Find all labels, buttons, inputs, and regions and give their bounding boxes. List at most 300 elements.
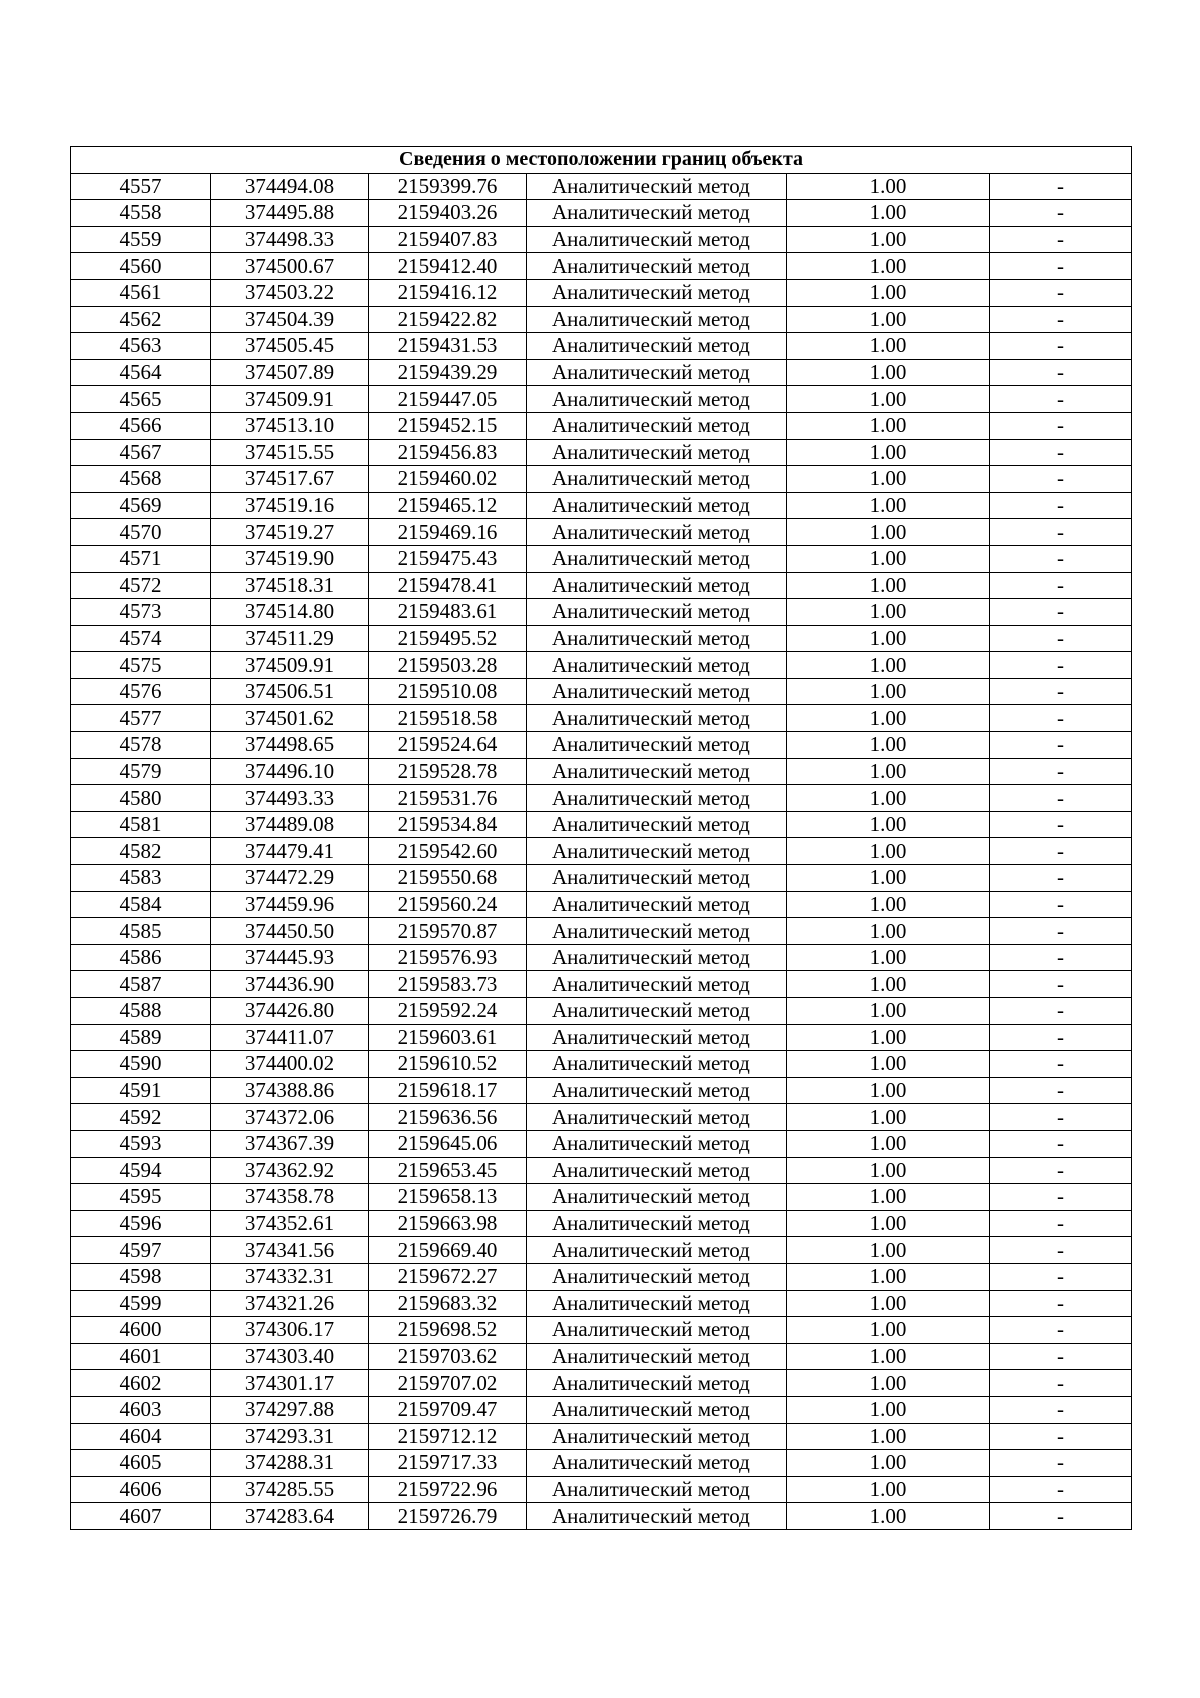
y-coordinate-cell: 2159503.28 bbox=[369, 652, 527, 679]
accuracy-cell: 1.00 bbox=[787, 1396, 990, 1423]
point-number-cell: 4566 bbox=[71, 412, 211, 439]
table-row bbox=[71, 466, 1132, 493]
table-row bbox=[71, 891, 1132, 918]
method-cell: Аналитический метод bbox=[527, 944, 787, 971]
point-number-cell: 4605 bbox=[71, 1450, 211, 1477]
accuracy-cell: 1.00 bbox=[787, 1343, 990, 1370]
method-cell: Аналитический метод bbox=[527, 306, 787, 333]
point-number-cell: 4589 bbox=[71, 1024, 211, 1051]
y-coordinate-cell: 2159460.02 bbox=[369, 466, 527, 493]
point-number-cell: 4569 bbox=[71, 492, 211, 519]
x-coordinate-cell: 374509.91 bbox=[211, 652, 369, 679]
point-number-cell: 4562 bbox=[71, 306, 211, 333]
x-coordinate-cell: 374498.65 bbox=[211, 732, 369, 759]
method-cell: Аналитический метод bbox=[527, 1290, 787, 1317]
accuracy-cell: 1.00 bbox=[787, 1423, 990, 1450]
x-coordinate-cell: 374517.67 bbox=[211, 466, 369, 493]
point-number-cell: 4571 bbox=[71, 545, 211, 572]
y-coordinate-cell: 2159452.15 bbox=[369, 412, 527, 439]
x-coordinate-cell: 374500.67 bbox=[211, 253, 369, 280]
description-cell: - bbox=[990, 865, 1132, 892]
table-row bbox=[71, 758, 1132, 785]
method-cell: Аналитический метод bbox=[527, 811, 787, 838]
table-row bbox=[71, 678, 1132, 705]
method-cell: Аналитический метод bbox=[527, 1263, 787, 1290]
point-number-cell: 4557 bbox=[71, 173, 211, 200]
x-coordinate-cell: 374498.33 bbox=[211, 226, 369, 253]
y-coordinate-cell: 2159610.52 bbox=[369, 1051, 527, 1078]
y-coordinate-cell: 2159698.52 bbox=[369, 1317, 527, 1344]
description-cell: - bbox=[990, 891, 1132, 918]
point-number-cell: 4585 bbox=[71, 918, 211, 945]
table-row bbox=[71, 1317, 1132, 1344]
x-coordinate-cell: 374519.27 bbox=[211, 519, 369, 546]
x-coordinate-cell: 374472.29 bbox=[211, 865, 369, 892]
accuracy-cell: 1.00 bbox=[787, 1104, 990, 1131]
x-coordinate-cell: 374496.10 bbox=[211, 758, 369, 785]
x-coordinate-cell: 374509.91 bbox=[211, 386, 369, 413]
point-number-cell: 4572 bbox=[71, 572, 211, 599]
table-row bbox=[71, 1210, 1132, 1237]
table-title: Сведения о местоположении границ объекта bbox=[71, 147, 1132, 174]
y-coordinate-cell: 2159722.96 bbox=[369, 1476, 527, 1503]
description-cell: - bbox=[990, 1237, 1132, 1264]
accuracy-cell: 1.00 bbox=[787, 1051, 990, 1078]
y-coordinate-cell: 2159726.79 bbox=[369, 1503, 527, 1530]
description-cell: - bbox=[990, 998, 1132, 1025]
table-row bbox=[71, 200, 1132, 227]
table-row bbox=[71, 1343, 1132, 1370]
y-coordinate-cell: 2159576.93 bbox=[369, 944, 527, 971]
method-cell: Аналитический метод bbox=[527, 466, 787, 493]
description-cell: - bbox=[990, 1077, 1132, 1104]
point-number-cell: 4559 bbox=[71, 226, 211, 253]
x-coordinate-cell: 374503.22 bbox=[211, 279, 369, 306]
y-coordinate-cell: 2159636.56 bbox=[369, 1104, 527, 1131]
accuracy-cell: 1.00 bbox=[787, 519, 990, 546]
table-row bbox=[71, 279, 1132, 306]
accuracy-cell: 1.00 bbox=[787, 545, 990, 572]
x-coordinate-cell: 374479.41 bbox=[211, 838, 369, 865]
point-number-cell: 4588 bbox=[71, 998, 211, 1025]
x-coordinate-cell: 374445.93 bbox=[211, 944, 369, 971]
table-row bbox=[71, 944, 1132, 971]
x-coordinate-cell: 374297.88 bbox=[211, 1396, 369, 1423]
accuracy-cell: 1.00 bbox=[787, 439, 990, 466]
accuracy-cell: 1.00 bbox=[787, 492, 990, 519]
description-cell: - bbox=[990, 705, 1132, 732]
method-cell: Аналитический метод bbox=[527, 173, 787, 200]
method-cell: Аналитический метод bbox=[527, 439, 787, 466]
method-cell: Аналитический метод bbox=[527, 1077, 787, 1104]
method-cell: Аналитический метод bbox=[527, 1423, 787, 1450]
accuracy-cell: 1.00 bbox=[787, 1210, 990, 1237]
x-coordinate-cell: 374426.80 bbox=[211, 998, 369, 1025]
accuracy-cell: 1.00 bbox=[787, 226, 990, 253]
y-coordinate-cell: 2159495.52 bbox=[369, 625, 527, 652]
description-cell: - bbox=[990, 466, 1132, 493]
point-number-cell: 4563 bbox=[71, 333, 211, 360]
y-coordinate-cell: 2159439.29 bbox=[369, 359, 527, 386]
y-coordinate-cell: 2159399.76 bbox=[369, 173, 527, 200]
point-number-cell: 4558 bbox=[71, 200, 211, 227]
table-row bbox=[71, 599, 1132, 626]
table-row bbox=[71, 1396, 1132, 1423]
y-coordinate-cell: 2159412.40 bbox=[369, 253, 527, 280]
boundary-coordinates-table bbox=[70, 146, 1132, 1530]
point-number-cell: 4568 bbox=[71, 466, 211, 493]
table-row bbox=[71, 1024, 1132, 1051]
description-cell: - bbox=[990, 1396, 1132, 1423]
description-cell: - bbox=[990, 599, 1132, 626]
x-coordinate-cell: 374459.96 bbox=[211, 891, 369, 918]
y-coordinate-cell: 2159531.76 bbox=[369, 785, 527, 812]
x-coordinate-cell: 374293.31 bbox=[211, 1423, 369, 1450]
point-number-cell: 4582 bbox=[71, 838, 211, 865]
description-cell: - bbox=[990, 253, 1132, 280]
method-cell: Аналитический метод bbox=[527, 705, 787, 732]
point-number-cell: 4578 bbox=[71, 732, 211, 759]
y-coordinate-cell: 2159583.73 bbox=[369, 971, 527, 998]
method-cell: Аналитический метод bbox=[527, 1370, 787, 1397]
x-coordinate-cell: 374283.64 bbox=[211, 1503, 369, 1530]
point-number-cell: 4560 bbox=[71, 253, 211, 280]
y-coordinate-cell: 2159510.08 bbox=[369, 678, 527, 705]
description-cell: - bbox=[990, 1317, 1132, 1344]
table-row bbox=[71, 1423, 1132, 1450]
description-cell: - bbox=[990, 1157, 1132, 1184]
point-number-cell: 4583 bbox=[71, 865, 211, 892]
method-cell: Аналитический метод bbox=[527, 1104, 787, 1131]
description-cell: - bbox=[990, 652, 1132, 679]
accuracy-cell: 1.00 bbox=[787, 412, 990, 439]
x-coordinate-cell: 374504.39 bbox=[211, 306, 369, 333]
x-coordinate-cell: 374285.55 bbox=[211, 1476, 369, 1503]
y-coordinate-cell: 2159669.40 bbox=[369, 1237, 527, 1264]
y-coordinate-cell: 2159712.12 bbox=[369, 1423, 527, 1450]
description-cell: - bbox=[990, 838, 1132, 865]
point-number-cell: 4607 bbox=[71, 1503, 211, 1530]
accuracy-cell: 1.00 bbox=[787, 944, 990, 971]
table-row bbox=[71, 811, 1132, 838]
y-coordinate-cell: 2159672.27 bbox=[369, 1263, 527, 1290]
table-row bbox=[71, 412, 1132, 439]
description-cell: - bbox=[990, 359, 1132, 386]
y-coordinate-cell: 2159518.58 bbox=[369, 705, 527, 732]
accuracy-cell: 1.00 bbox=[787, 1184, 990, 1211]
table-row bbox=[71, 652, 1132, 679]
x-coordinate-cell: 374450.50 bbox=[211, 918, 369, 945]
method-cell: Аналитический метод bbox=[527, 1130, 787, 1157]
description-cell: - bbox=[990, 625, 1132, 652]
accuracy-cell: 1.00 bbox=[787, 1237, 990, 1264]
y-coordinate-cell: 2159658.13 bbox=[369, 1184, 527, 1211]
method-cell: Аналитический метод bbox=[527, 572, 787, 599]
table-row bbox=[71, 1476, 1132, 1503]
accuracy-cell: 1.00 bbox=[787, 1130, 990, 1157]
method-cell: Аналитический метод bbox=[527, 1396, 787, 1423]
accuracy-cell: 1.00 bbox=[787, 838, 990, 865]
description-cell: - bbox=[990, 918, 1132, 945]
y-coordinate-cell: 2159542.60 bbox=[369, 838, 527, 865]
y-coordinate-cell: 2159663.98 bbox=[369, 1210, 527, 1237]
accuracy-cell: 1.00 bbox=[787, 333, 990, 360]
table-row bbox=[71, 1450, 1132, 1477]
point-number-cell: 4599 bbox=[71, 1290, 211, 1317]
table-row bbox=[71, 1503, 1132, 1530]
table-row bbox=[71, 439, 1132, 466]
x-coordinate-cell: 374505.45 bbox=[211, 333, 369, 360]
x-coordinate-cell: 374332.31 bbox=[211, 1263, 369, 1290]
x-coordinate-cell: 374411.07 bbox=[211, 1024, 369, 1051]
y-coordinate-cell: 2159703.62 bbox=[369, 1343, 527, 1370]
y-coordinate-cell: 2159483.61 bbox=[369, 599, 527, 626]
point-number-cell: 4580 bbox=[71, 785, 211, 812]
accuracy-cell: 1.00 bbox=[787, 1024, 990, 1051]
point-number-cell: 4594 bbox=[71, 1157, 211, 1184]
description-cell: - bbox=[990, 1263, 1132, 1290]
point-number-cell: 4606 bbox=[71, 1476, 211, 1503]
table-row bbox=[71, 865, 1132, 892]
x-coordinate-cell: 374352.61 bbox=[211, 1210, 369, 1237]
description-cell: - bbox=[990, 1370, 1132, 1397]
description-cell: - bbox=[990, 785, 1132, 812]
accuracy-cell: 1.00 bbox=[787, 652, 990, 679]
table-row bbox=[71, 306, 1132, 333]
description-cell: - bbox=[990, 333, 1132, 360]
y-coordinate-cell: 2159465.12 bbox=[369, 492, 527, 519]
y-coordinate-cell: 2159447.05 bbox=[369, 386, 527, 413]
method-cell: Аналитический метод bbox=[527, 1450, 787, 1477]
method-cell: Аналитический метод bbox=[527, 253, 787, 280]
y-coordinate-cell: 2159618.17 bbox=[369, 1077, 527, 1104]
accuracy-cell: 1.00 bbox=[787, 1370, 990, 1397]
x-coordinate-cell: 374436.90 bbox=[211, 971, 369, 998]
y-coordinate-cell: 2159603.61 bbox=[369, 1024, 527, 1051]
accuracy-cell: 1.00 bbox=[787, 200, 990, 227]
y-coordinate-cell: 2159550.68 bbox=[369, 865, 527, 892]
accuracy-cell: 1.00 bbox=[787, 625, 990, 652]
method-cell: Аналитический метод bbox=[527, 279, 787, 306]
point-number-cell: 4570 bbox=[71, 519, 211, 546]
accuracy-cell: 1.00 bbox=[787, 306, 990, 333]
table-row bbox=[71, 971, 1132, 998]
description-cell: - bbox=[990, 1051, 1132, 1078]
x-coordinate-cell: 374321.26 bbox=[211, 1290, 369, 1317]
y-coordinate-cell: 2159645.06 bbox=[369, 1130, 527, 1157]
x-coordinate-cell: 374306.17 bbox=[211, 1317, 369, 1344]
table-row bbox=[71, 1290, 1132, 1317]
method-cell: Аналитический метод bbox=[527, 758, 787, 785]
accuracy-cell: 1.00 bbox=[787, 466, 990, 493]
y-coordinate-cell: 2159709.47 bbox=[369, 1396, 527, 1423]
method-cell: Аналитический метод bbox=[527, 1051, 787, 1078]
x-coordinate-cell: 374367.39 bbox=[211, 1130, 369, 1157]
point-number-cell: 4596 bbox=[71, 1210, 211, 1237]
x-coordinate-cell: 374400.02 bbox=[211, 1051, 369, 1078]
y-coordinate-cell: 2159469.16 bbox=[369, 519, 527, 546]
x-coordinate-cell: 374519.90 bbox=[211, 545, 369, 572]
method-cell: Аналитический метод bbox=[527, 1024, 787, 1051]
accuracy-cell: 1.00 bbox=[787, 732, 990, 759]
method-cell: Аналитический метод bbox=[527, 386, 787, 413]
point-number-cell: 4592 bbox=[71, 1104, 211, 1131]
accuracy-cell: 1.00 bbox=[787, 998, 990, 1025]
table-row bbox=[71, 1130, 1132, 1157]
description-cell: - bbox=[990, 572, 1132, 599]
point-number-cell: 4603 bbox=[71, 1396, 211, 1423]
table-row bbox=[71, 545, 1132, 572]
accuracy-cell: 1.00 bbox=[787, 279, 990, 306]
accuracy-cell: 1.00 bbox=[787, 705, 990, 732]
method-cell: Аналитический метод bbox=[527, 1210, 787, 1237]
x-coordinate-cell: 374495.88 bbox=[211, 200, 369, 227]
point-number-cell: 4576 bbox=[71, 678, 211, 705]
description-cell: - bbox=[990, 200, 1132, 227]
accuracy-cell: 1.00 bbox=[787, 811, 990, 838]
table-row bbox=[71, 173, 1132, 200]
method-cell: Аналитический метод bbox=[527, 492, 787, 519]
y-coordinate-cell: 2159528.78 bbox=[369, 758, 527, 785]
y-coordinate-cell: 2159431.53 bbox=[369, 333, 527, 360]
point-number-cell: 4574 bbox=[71, 625, 211, 652]
method-cell: Аналитический метод bbox=[527, 785, 787, 812]
point-number-cell: 4584 bbox=[71, 891, 211, 918]
accuracy-cell: 1.00 bbox=[787, 359, 990, 386]
description-cell: - bbox=[990, 1450, 1132, 1477]
description-cell: - bbox=[990, 1423, 1132, 1450]
accuracy-cell: 1.00 bbox=[787, 253, 990, 280]
y-coordinate-cell: 2159534.84 bbox=[369, 811, 527, 838]
point-number-cell: 4600 bbox=[71, 1317, 211, 1344]
x-coordinate-cell: 374507.89 bbox=[211, 359, 369, 386]
description-cell: - bbox=[990, 519, 1132, 546]
table-row bbox=[71, 785, 1132, 812]
point-number-cell: 4565 bbox=[71, 386, 211, 413]
point-number-cell: 4567 bbox=[71, 439, 211, 466]
table-row bbox=[71, 918, 1132, 945]
table-row bbox=[71, 492, 1132, 519]
table-row bbox=[71, 1237, 1132, 1264]
x-coordinate-cell: 374372.06 bbox=[211, 1104, 369, 1131]
accuracy-cell: 1.00 bbox=[787, 1157, 990, 1184]
x-coordinate-cell: 374362.92 bbox=[211, 1157, 369, 1184]
accuracy-cell: 1.00 bbox=[787, 1077, 990, 1104]
description-cell: - bbox=[990, 1130, 1132, 1157]
accuracy-cell: 1.00 bbox=[787, 1263, 990, 1290]
method-cell: Аналитический метод bbox=[527, 625, 787, 652]
accuracy-cell: 1.00 bbox=[787, 1476, 990, 1503]
accuracy-cell: 1.00 bbox=[787, 599, 990, 626]
accuracy-cell: 1.00 bbox=[787, 891, 990, 918]
method-cell: Аналитический метод bbox=[527, 1343, 787, 1370]
x-coordinate-cell: 374515.55 bbox=[211, 439, 369, 466]
point-number-cell: 4564 bbox=[71, 359, 211, 386]
table-body bbox=[71, 173, 1132, 1529]
method-cell: Аналитический метод bbox=[527, 971, 787, 998]
x-coordinate-cell: 374358.78 bbox=[211, 1184, 369, 1211]
method-cell: Аналитический метод bbox=[527, 545, 787, 572]
table-row bbox=[71, 359, 1132, 386]
description-cell: - bbox=[990, 944, 1132, 971]
table-row bbox=[71, 1157, 1132, 1184]
description-cell: - bbox=[990, 279, 1132, 306]
y-coordinate-cell: 2159422.82 bbox=[369, 306, 527, 333]
description-cell: - bbox=[990, 386, 1132, 413]
description-cell: - bbox=[990, 971, 1132, 998]
accuracy-cell: 1.00 bbox=[787, 1450, 990, 1477]
accuracy-cell: 1.00 bbox=[787, 386, 990, 413]
y-coordinate-cell: 2159456.83 bbox=[369, 439, 527, 466]
x-coordinate-cell: 374341.56 bbox=[211, 1237, 369, 1264]
description-cell: - bbox=[990, 758, 1132, 785]
description-cell: - bbox=[990, 226, 1132, 253]
method-cell: Аналитический метод bbox=[527, 918, 787, 945]
point-number-cell: 4577 bbox=[71, 705, 211, 732]
table-row bbox=[71, 1051, 1132, 1078]
x-coordinate-cell: 374514.80 bbox=[211, 599, 369, 626]
y-coordinate-cell: 2159478.41 bbox=[369, 572, 527, 599]
description-cell: - bbox=[990, 1184, 1132, 1211]
method-cell: Аналитический метод bbox=[527, 652, 787, 679]
y-coordinate-cell: 2159560.24 bbox=[369, 891, 527, 918]
x-coordinate-cell: 374501.62 bbox=[211, 705, 369, 732]
table-title-row bbox=[71, 147, 1132, 174]
table-row bbox=[71, 1263, 1132, 1290]
description-cell: - bbox=[990, 1024, 1132, 1051]
table-row bbox=[71, 1370, 1132, 1397]
point-number-cell: 4597 bbox=[71, 1237, 211, 1264]
x-coordinate-cell: 374301.17 bbox=[211, 1370, 369, 1397]
y-coordinate-cell: 2159592.24 bbox=[369, 998, 527, 1025]
y-coordinate-cell: 2159707.02 bbox=[369, 1370, 527, 1397]
table-row bbox=[71, 1184, 1132, 1211]
y-coordinate-cell: 2159717.33 bbox=[369, 1450, 527, 1477]
accuracy-cell: 1.00 bbox=[787, 1290, 990, 1317]
description-cell: - bbox=[990, 811, 1132, 838]
method-cell: Аналитический метод bbox=[527, 891, 787, 918]
y-coordinate-cell: 2159407.83 bbox=[369, 226, 527, 253]
y-coordinate-cell: 2159416.12 bbox=[369, 279, 527, 306]
method-cell: Аналитический метод bbox=[527, 226, 787, 253]
accuracy-cell: 1.00 bbox=[787, 758, 990, 785]
x-coordinate-cell: 374388.86 bbox=[211, 1077, 369, 1104]
accuracy-cell: 1.00 bbox=[787, 865, 990, 892]
x-coordinate-cell: 374519.16 bbox=[211, 492, 369, 519]
table-row bbox=[71, 705, 1132, 732]
accuracy-cell: 1.00 bbox=[787, 971, 990, 998]
y-coordinate-cell: 2159570.87 bbox=[369, 918, 527, 945]
table-row bbox=[71, 519, 1132, 546]
description-cell: - bbox=[990, 412, 1132, 439]
method-cell: Аналитический метод bbox=[527, 599, 787, 626]
method-cell: Аналитический метод bbox=[527, 678, 787, 705]
x-coordinate-cell: 374518.31 bbox=[211, 572, 369, 599]
method-cell: Аналитический метод bbox=[527, 998, 787, 1025]
method-cell: Аналитический метод bbox=[527, 1184, 787, 1211]
description-cell: - bbox=[990, 732, 1132, 759]
table-row bbox=[71, 625, 1132, 652]
table-row bbox=[71, 333, 1132, 360]
description-cell: - bbox=[990, 173, 1132, 200]
point-number-cell: 4573 bbox=[71, 599, 211, 626]
table-row bbox=[71, 998, 1132, 1025]
method-cell: Аналитический метод bbox=[527, 412, 787, 439]
x-coordinate-cell: 374506.51 bbox=[211, 678, 369, 705]
method-cell: Аналитический метод bbox=[527, 732, 787, 759]
point-number-cell: 4575 bbox=[71, 652, 211, 679]
description-cell: - bbox=[990, 678, 1132, 705]
